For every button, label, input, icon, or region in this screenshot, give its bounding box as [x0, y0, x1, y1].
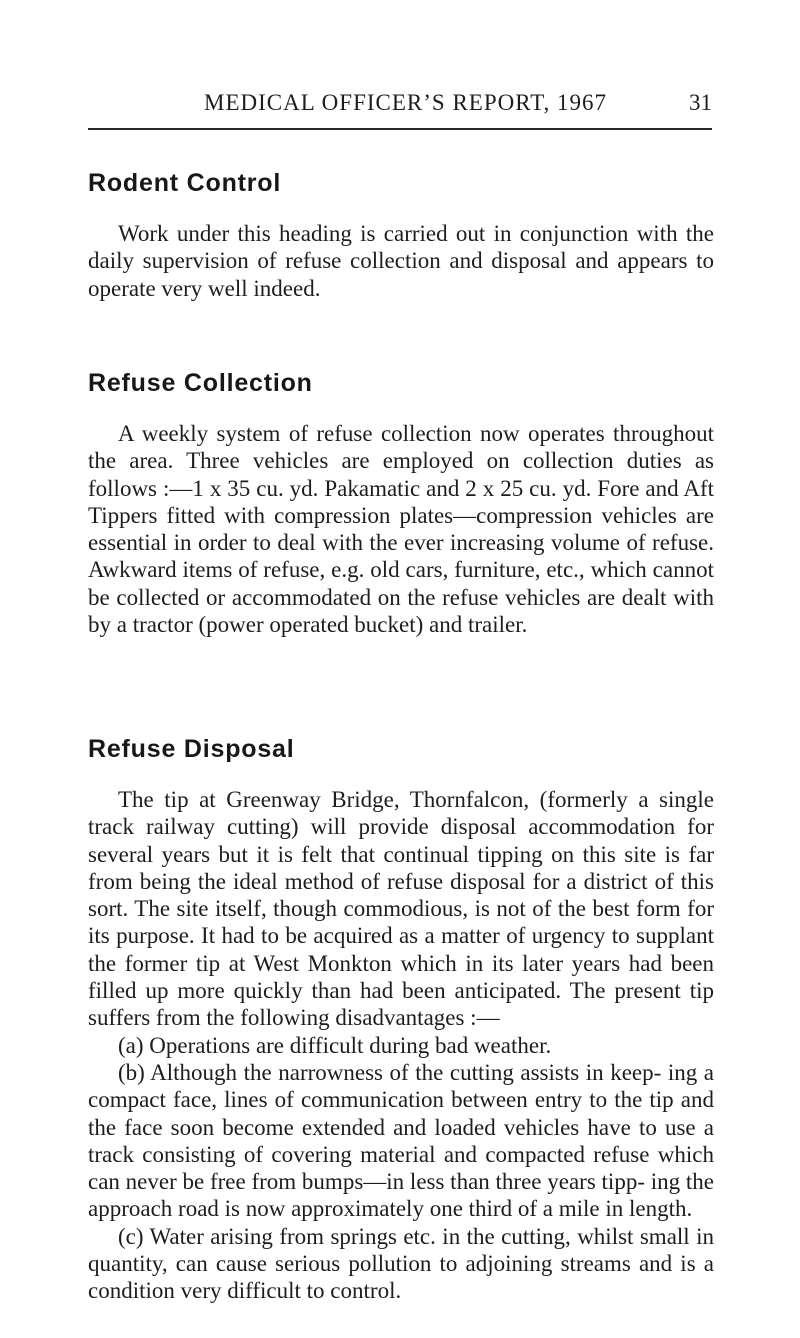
section-refuse-collection	[88, 368, 714, 638]
body-paragraph: Work under this heading is carried out in conjunction with the daily supervision of refuse collection and disposal and appears to operate very well indeed.	[88, 221, 714, 301]
page-number: 31	[689, 90, 712, 115]
section-heading: Refuse Disposal	[88, 735, 295, 763]
running-title: MEDICAL OFFICER’S REPORT, 1967	[204, 90, 608, 115]
body-paragraph: The tip at Greenway Bridge, Thornfalcon, (formerly a single track railway cutting) will provide disposal accommodation for several years but it is felt that continual tipping on this site is far from being the ideal method of refuse disposal for a district of this sort. The site itself, though commodious, is not of the best form for its purpose. It had to be acquired as a matter of urgency to supplant the former tip at West Monkton which in its later years had been filled up more quickly than had been anticipated. The present tip suffers from the following disadvantages :—	[88, 787, 714, 1031]
running-header	[88, 90, 712, 120]
body-paragraph: A weekly system of refuse collection now operates throughout the area. Three vehicles are employed on collection duties as follows :—1 x 35 cu. yd. Pakamatic and 2 x 25 cu. yd. Fore and Aft Tippers fitted with compression plates—compression vehicles are essential in order to deal with the ever increasing volume of refuse. Awkward items of refuse, e.g. old cars, furniture, etc., which cannot be collected or accommodated on the refuse vehicles are dealt with by a tractor (power operated bucket) and trailer.	[88, 421, 714, 638]
section-heading: Refuse Collection	[88, 369, 313, 397]
section-rodent-control	[88, 168, 714, 302]
list-item: (a) Operations are difficult during bad weather.	[118, 1032, 552, 1058]
section-heading: Rodent Control	[88, 169, 282, 197]
header-rule	[88, 128, 712, 130]
list-item: (c) Water arising from springs etc. in the cutting, whilst small in quantity, can cause serious pollution to adjoining streams and is a condition very difficult to control.	[88, 1223, 714, 1304]
list-item: (b) Although the narrowness of the cutting assists in keep- ing a compact face, lines of communication between entry to the tip and the face soon become extended and loaded vehicles have to use a track consisting of covering material and compacted refuse which can never be free from bumps—in less than three years tipp- ing the approach road is now approximately one third of a mile in length.	[88, 1059, 714, 1222]
section-refuse-disposal	[88, 734, 714, 1305]
